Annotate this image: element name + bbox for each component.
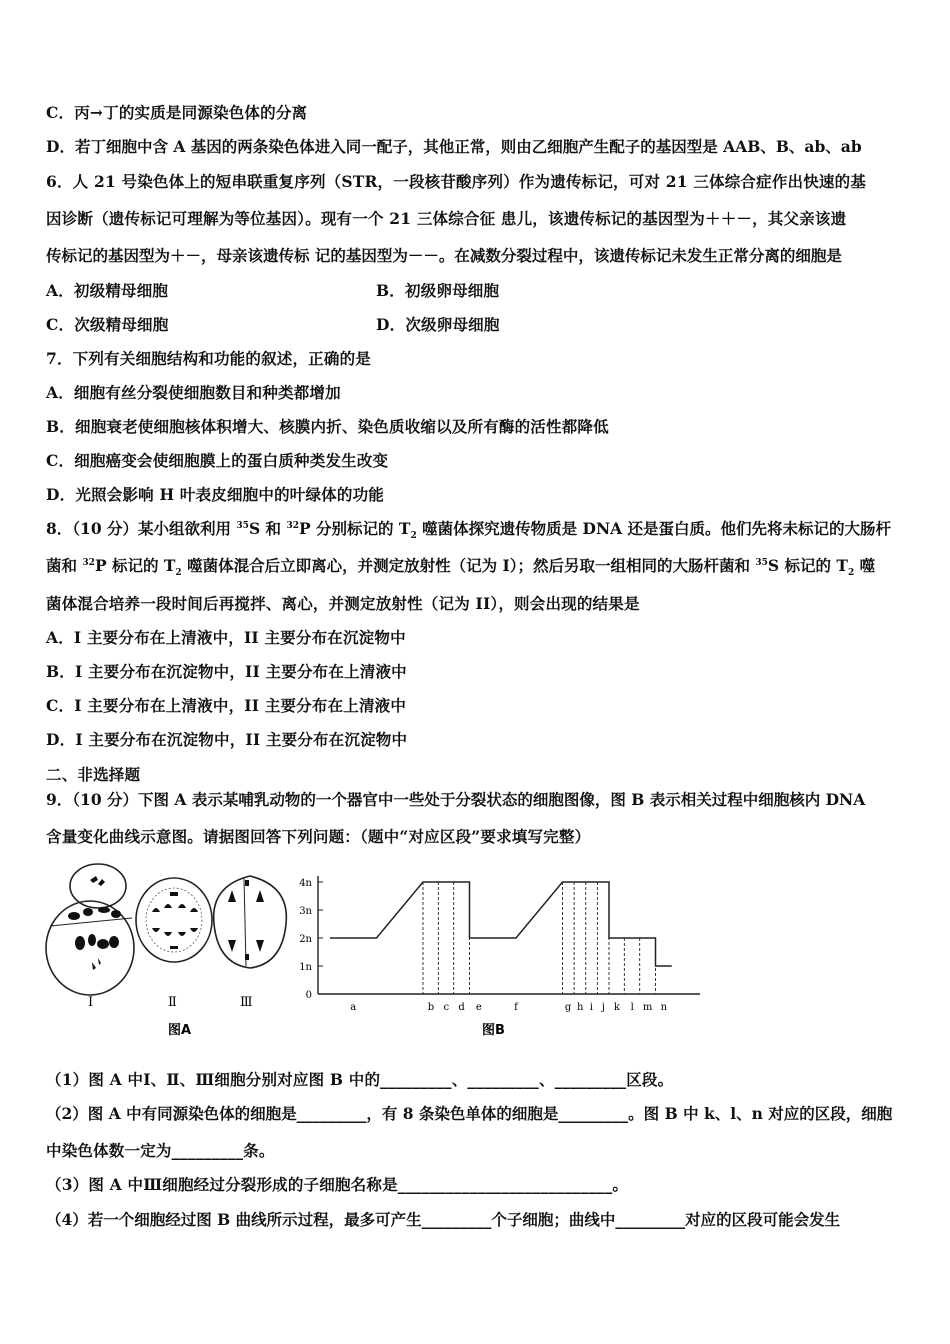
q9-sub-4: （4）若一个细胞经过图 B 曲线所示过程，最多可产生_________个子细胞；曲线中_________对应的区段可能会发生 <box>46 1210 841 1229</box>
q7-stem: 7．下列有关细胞结构和功能的叙述，正确的是 <box>46 349 371 368</box>
isotope-32: 32 <box>82 557 95 568</box>
q5-option-c: C．丙→丁的实质是同源染色体的分离 <box>46 103 308 122</box>
q7-option-c: C．细胞癌变会使细胞膜上的蛋白质种类发生改变 <box>46 451 389 470</box>
subscript-2: 2 <box>175 568 182 579</box>
segment-label-d: d <box>458 1002 465 1013</box>
q8-stem-line-2 <box>46 554 875 578</box>
isotope-35: 35 <box>755 557 768 568</box>
q8-text: S 标记的 T <box>767 556 848 575</box>
segment-label-e: e <box>475 1002 482 1013</box>
q8-text: 噬菌体混合后立即离心，并测定放射性（记为 I）；然后另取一组相同的大肠杆菌和 <box>181 556 756 575</box>
q9-sub-1: （1）图 A 中Ⅰ、Ⅱ、Ⅲ细胞分别对应图 B 中的_________、_________、_________区段。 <box>46 1070 674 1089</box>
y-tick-label: 1n <box>299 962 312 973</box>
q9-stem-line-1: 9．（10 分）下图 A 表示某哺乳动物的一个器官中一些处于分裂状态的细胞图像，图 B 表示相关过程中细胞核内 DNA <box>46 790 866 809</box>
q8-option-b: B．I 主要分布在沉淀物中，II 主要分布在上清液中 <box>46 662 407 681</box>
cell-iii <box>214 876 287 968</box>
cell-ii <box>136 878 212 962</box>
subscript-2: 2 <box>410 531 417 542</box>
q8-text: 8．（10 分）某小组欲利用 <box>46 519 237 538</box>
subscript-2: 2 <box>847 568 855 579</box>
cell-label-iii: Ⅲ <box>240 995 253 1010</box>
cell-label-i: Ⅰ <box>88 995 94 1010</box>
q6-option-d: D．次级卵母细胞 <box>376 315 500 334</box>
segment-label-l: l <box>630 1002 634 1013</box>
q9-stem-line-2: 含量变化曲线示意图。请据图回答下列问题：（题中“对应区段”要求填写完整） <box>46 827 591 846</box>
q6-stem-line-2: 因诊断（遗传标记可理解为等位基因）。现有一个 21 三体综合征 患儿，该遗传标记的基因型为＋＋－，其父亲该遗 <box>46 209 847 228</box>
q8-text: P 分别标记的 T <box>298 519 411 538</box>
figure-b-caption: 图B <box>482 1023 505 1038</box>
segment-label-k: k <box>613 1002 620 1013</box>
y-tick-label: 3n <box>299 906 312 917</box>
q6-stem-line-3: 传标记的基因型为＋－，母亲该遗传标 记的基因型为－－。在减数分裂过程中，该遗传标记未发生正常分离的细胞是 <box>46 246 842 265</box>
segment-label-b: b <box>427 1002 435 1013</box>
figure-area <box>40 858 720 1048</box>
figure-a-caption: 图A <box>168 1023 192 1038</box>
isotope-35: 35 <box>236 520 249 531</box>
y-tick-label: 0 <box>305 990 312 1001</box>
q6-stem-line-1: 6．人 21 号染色体上的短串联重复序列（STR，一段核苷酸序列）作为遗传标记，可对 21 三体综合症作出快速的基 <box>46 172 867 191</box>
y-tick-label: 2n <box>299 934 312 945</box>
dna-curve <box>330 882 672 966</box>
q7-option-b: B．细胞衰老使细胞核体积增大、核膜内折、染色质收缩以及所有酶的活性都降低 <box>46 417 609 436</box>
q6-option-b: B．初级卵母细胞 <box>376 281 500 300</box>
q6-option-c: C．次级精母细胞 <box>46 315 169 334</box>
chromosomes-cell-ii <box>152 892 198 949</box>
dna-content-chart <box>299 876 700 1013</box>
q6-option-a: A．初级精母细胞 <box>46 281 169 300</box>
q9-sub-3: （3）图 A 中Ⅲ细胞经过分裂形成的子细胞名称是___________________________。 <box>46 1175 629 1194</box>
q7-option-d: D．光照会影响 H 叶表皮细胞中的叶绿体的功能 <box>46 485 384 504</box>
segment-label-c: c <box>443 1002 450 1013</box>
segment-label-a: a <box>350 1002 357 1013</box>
q5-option-d: D．若丁细胞中含 A 基因的两条染色体进入同一配子，其他正常，则由乙细胞产生配子的基因型是 AAB、B、ab、ab <box>46 137 862 156</box>
q8-text: P 标记的 T <box>94 556 176 575</box>
section-heading: 二、非选择题 <box>46 765 141 784</box>
q7-option-a: A．细胞有丝分裂使细胞数目和种类都增加 <box>46 383 341 402</box>
q8-text: S 和 <box>248 519 287 538</box>
segment-label-i: i <box>589 1002 593 1013</box>
q8-option-a: A．I 主要分布在上清液中，II 主要分布在沉淀物中 <box>46 628 406 647</box>
q8-text: 噬 <box>854 556 876 575</box>
y-tick-label: 4n <box>299 878 312 889</box>
isotope-32: 32 <box>286 520 299 531</box>
segment-label-m: m <box>642 1002 653 1013</box>
q9-sub-2-line-2: 中染色体数一定为_________条。 <box>46 1141 275 1160</box>
segment-label-g: g <box>564 1002 572 1013</box>
q8-option-d: D．I 主要分布在沉淀物中，II 主要分布在沉淀物中 <box>46 730 408 749</box>
q8-option-c: C．I 主要分布在上清液中，II 主要分布在上清液中 <box>46 696 407 715</box>
q8-text: 噬菌体探究遗传物质是 DNA 还是蛋白质。他们先将未标记的大肠杆 <box>416 519 892 538</box>
cell-label-ii: Ⅱ <box>168 995 177 1010</box>
segment-label-n: n <box>660 1002 668 1013</box>
segment-label-j: j <box>601 1002 605 1013</box>
figure-svg <box>40 858 720 1048</box>
q9-sub-2-line-1: （2）图 A 中有同源染色体的细胞是_________，有 8 条染色单体的细胞是_________。图 B 中 k、l、n 对应的区段，细胞 <box>46 1104 893 1123</box>
cell-i <box>46 864 134 995</box>
q8-stem-line-3: 菌体混合培养一段时间后再搅拌、离心，并测定放射性（记为 II），则会出现的结果是 <box>46 594 640 613</box>
q8-stem-line-1 <box>46 517 891 541</box>
segment-label-f: f <box>514 1002 518 1013</box>
segment-label-h: h <box>576 1002 584 1013</box>
q8-text: 菌和 <box>46 556 83 575</box>
